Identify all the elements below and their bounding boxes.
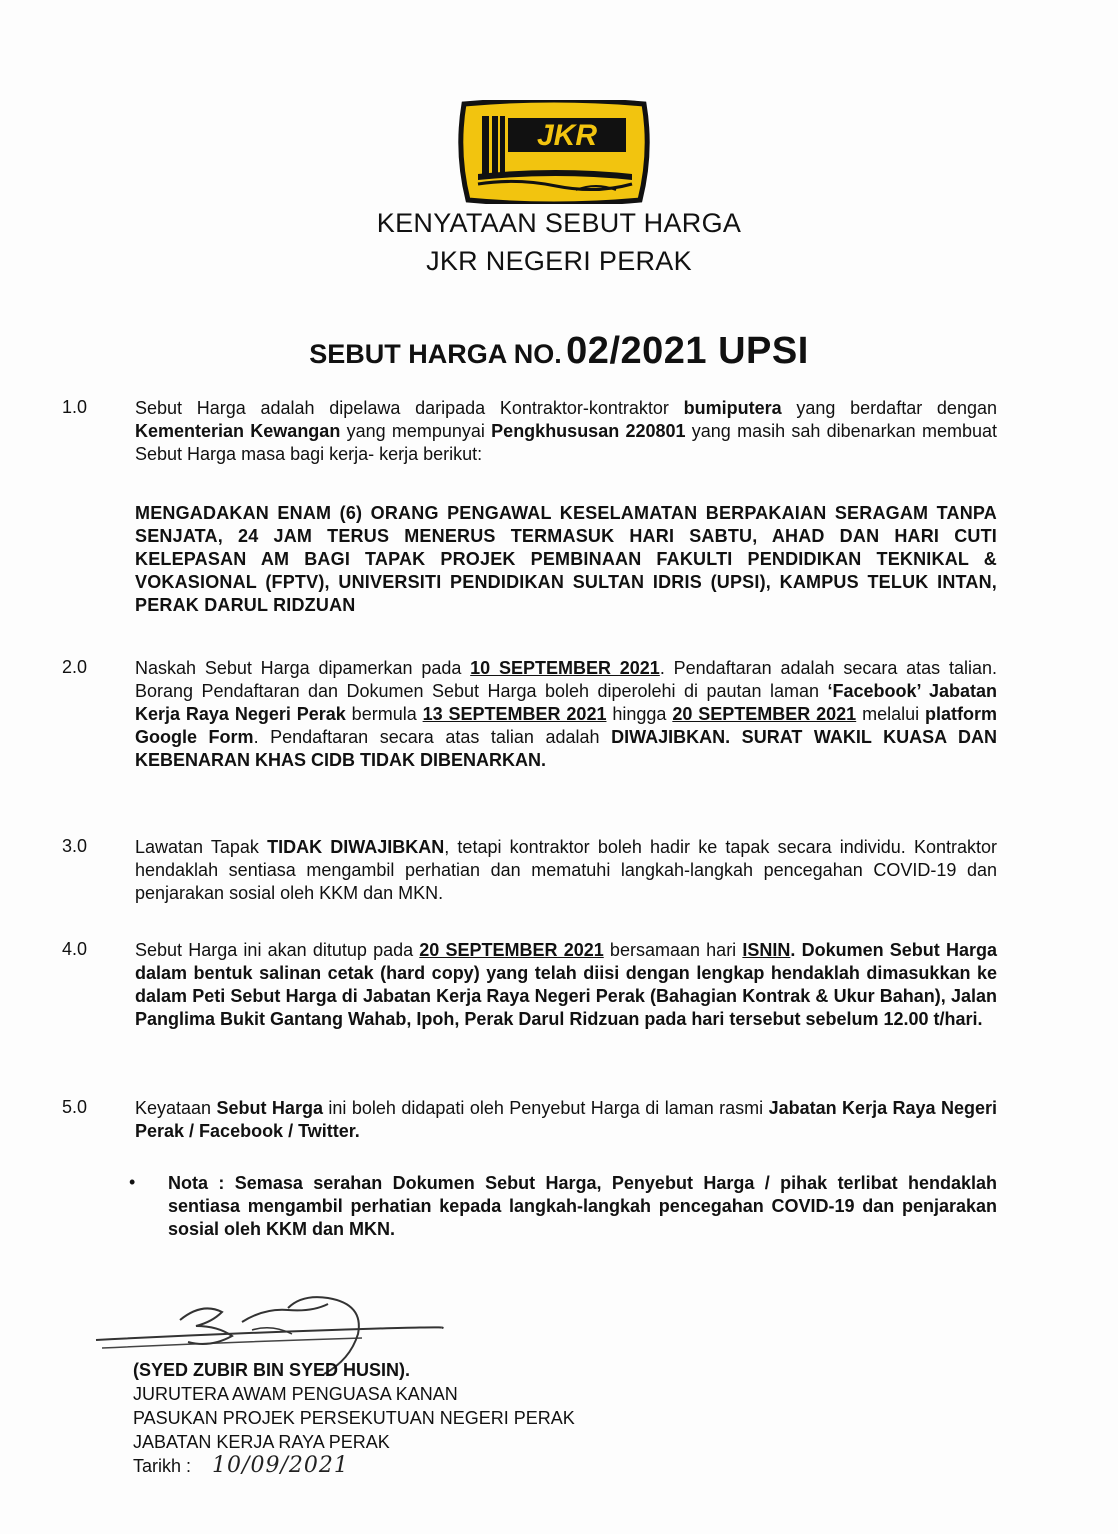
work-description: MENGADAKAN ENAM (6) ORANG PENGAWAL KESELAMATAN BERPAKAIAN SERAGAM TANPA SENJATA, 24 JAM TERUS MENERUS TERMASUK HARI SABTU, AHAD DAN HARI CUTI KELEPASAN AM BAGI TAPAK PROJEK PEMBINAAN FAKULTI PENDIDIKAN TEKNIKAL & VOKASIONAL (FPTV), UNIVERSITI PENDIDIKAN SULTAN IDRIS (UPSI), KAMPUS TELUK INTAN, PERAK DARUL RIDZUAN: [135, 503, 997, 615]
item-paragraph: [135, 1097, 997, 1143]
text-run: , tetapi kontraktor boleh hadir ke tapak secara individu. Kontraktor hendaklah sentiasa mengambil perhatian dan mematuhi langkah-langkah pencegahan COVID-19 dan penjarakan sosial oleh KKM dan MKN.: [135, 837, 998, 903]
text-run: bermula: [345, 704, 423, 724]
text-run: 13 SEPTEMBER 2021: [422, 704, 607, 724]
text-run: Keyataan: [135, 1098, 217, 1118]
heading-title: KENYATAAN SEBUT HARGA: [376, 208, 742, 238]
jkr-logo: [456, 100, 652, 204]
text-run: hingga: [606, 704, 673, 724]
signatory-department: JABATAN KERJA RAYA PERAK: [133, 1432, 390, 1452]
item-paragraph: [135, 836, 997, 905]
text-run: platform Google Form: [135, 704, 998, 747]
bullet-marker: •: [129, 1172, 136, 1192]
item-paragraph: [135, 397, 997, 466]
text-run: Kementerian Kewangan: [135, 421, 341, 441]
text-run: bumiputera: [683, 398, 782, 418]
text-run: yang masih sah dibenarkan membuat Sebut Harga masa bagi kerja- kerja berikut:: [135, 421, 997, 464]
signature-block: [133, 1358, 575, 1478]
heading-subtitle: JKR NEGERI PERAK: [426, 246, 692, 276]
item-number: 1.0: [62, 397, 88, 417]
text-run: Sebut Harga: [216, 1098, 323, 1118]
text-run: 20 SEPTEMBER 2021: [672, 704, 857, 724]
text-run: yang berdaftar dengan: [781, 398, 997, 418]
text-run: bersamaan hari: [603, 940, 743, 960]
logo-text: JKR: [536, 119, 598, 152]
ref-number: 02/2021 UPSI: [566, 330, 809, 372]
text-run: ‘Facebook’ Jabatan Kerja Raya Negeri Perak: [135, 681, 998, 724]
item-number: 5.0: [62, 1097, 88, 1117]
text-run: . Pendaftaran secara atas talian adalah: [253, 727, 612, 747]
item-number: 4.0: [62, 939, 88, 959]
text-run: ini boleh didapati oleh Penyebut Harga di laman rasmi: [322, 1098, 769, 1118]
signatory-name: (SYED ZUBIR BIN SYED HUSIN).: [133, 1360, 411, 1380]
item-number: 3.0: [62, 836, 88, 856]
text-run: yang mempunyai: [340, 421, 492, 441]
text-run: . Dokumen Sebut Harga dalam bentuk salinan cetak (hard copy) yang telah diisi dengan lengkap hendaklah dimasukkan ke dalam Peti Sebut Harga di Jabatan Kerja Raya Negeri Perak (Bahagian Kontrak & Ukur Bahan), Jalan Panglima Bukit Gantang Wahab, Ipoh, Perak Darul Ridzuan pada hari tersebut sebelum 12.00 t/hari.: [135, 940, 997, 1029]
date-value: 10/09/2021: [212, 1453, 349, 1478]
item-number: 2.0: [62, 657, 88, 677]
note-text: Nota : Semasa serahan Dokumen Sebut Harga, Penyebut Harga / pihak terlibat hendaklah sentiasa mengambil perhatian kepada langkah-langkah pencegahan COVID-19 dan penjarakan sosial oleh KKM dan MKN.: [168, 1173, 997, 1239]
item-paragraph: [135, 939, 997, 1031]
text-run: . Pendaftaran adalah secara atas talian. Borang Pendaftaran dan Dokumen Sebut Harga boleh diperolehi di pautan laman: [135, 658, 997, 701]
date-line: [133, 1454, 575, 1478]
text-run: Jabatan Kerja Raya Negeri Perak / Facebook / Twitter.: [135, 1098, 998, 1141]
quotation-number: [0, 330, 1118, 373]
text-run: TIDAK DIWAJIBKAN: [267, 837, 445, 857]
text-run: Sebut Harga adalah dipelawa daripada Kontraktor-kontraktor: [135, 398, 684, 418]
signatory-title: JURUTERA AWAM PENGUASA KANAN: [133, 1384, 458, 1404]
text-run: DIWAJIBKAN. SURAT WAKIL KUASA DAN KEBENARAN KHAS CIDB TIDAK DIBENARKAN.: [135, 727, 998, 770]
text-run: 10 SEPTEMBER 2021: [470, 658, 660, 678]
ref-prefix: SEBUT HARGA NO.: [309, 339, 562, 369]
text-run: Lawatan Tapak: [135, 837, 268, 857]
text-run: Naskah Sebut Harga dipamerkan pada: [135, 658, 471, 678]
text-run: melalui: [856, 704, 926, 724]
text-run: 20 SEPTEMBER 2021: [419, 940, 604, 960]
text-run: Pengkhususan 220801: [491, 421, 686, 441]
signatory-unit: PASUKAN PROJEK PERSEKUTUAN NEGERI PERAK: [133, 1408, 575, 1428]
date-label: Tarikh :: [133, 1456, 192, 1476]
text-run: Sebut Harga ini akan ditutup pada: [135, 940, 420, 960]
text-run: ISNIN: [742, 940, 791, 960]
item-paragraph: [135, 657, 997, 772]
